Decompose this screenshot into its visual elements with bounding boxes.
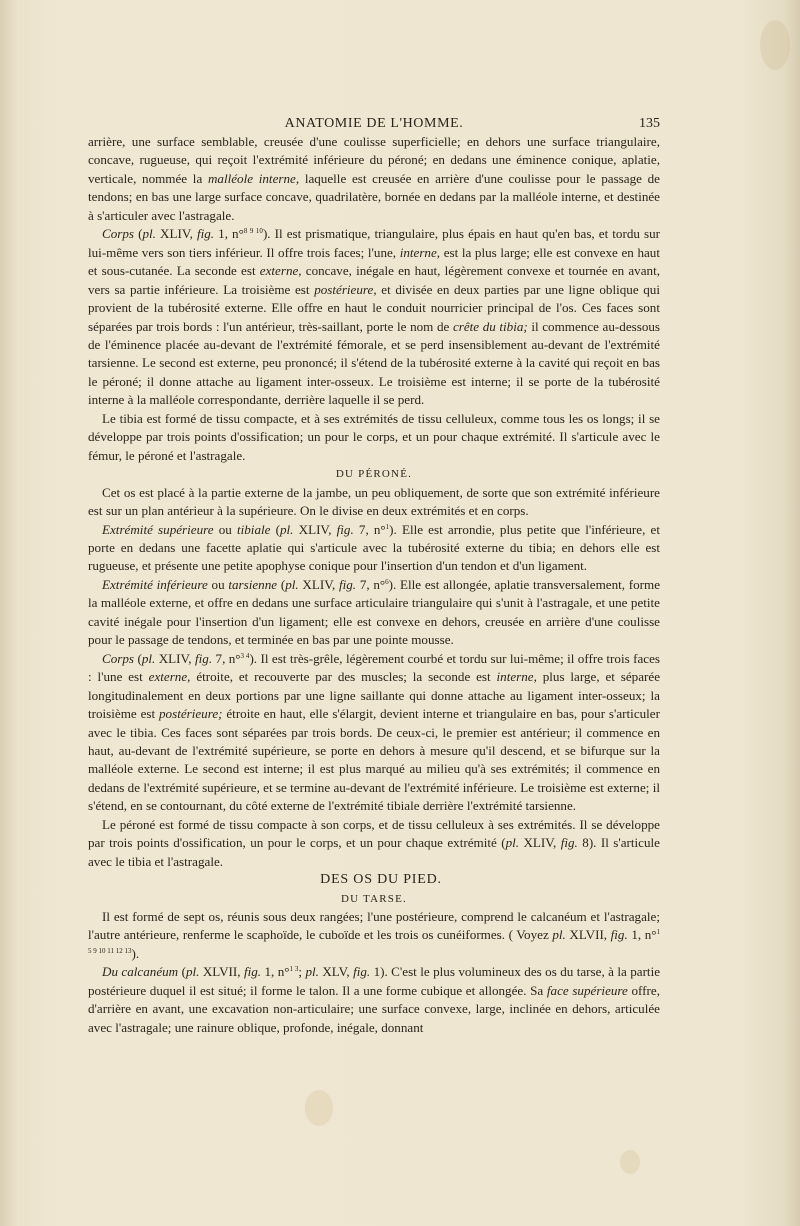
page-body (88, 133, 660, 1037)
paragraph: Extrémité inférieure ou tarsienne (pl. XLIV, fig. 7, n°$^6$). Elle est allongée, aplatie transversalement, forme la malléole externe, et offre en dedans une surface articulaire triangulaire qui s'unit à l'astragale, et une petite cavité inégale pour l'insertion d'un ligament; elle est convexe en dehors, creusée en arrière d'une coulisse pour le passage de tendons, et terminée en bas par une pointe mousse. (88, 576, 661, 648)
paragraph: Corps (pl. XLIV, fig. 7, n°$^{3 4}$). Il est très-grêle, légèrement courbé et tordu sur lui-même; il offre trois faces : l'une est externe, étroite, et recouverte par des muscles; la seconde est interne, plus large, et séparée longitudinalement en deux portions par une ligne saillante qui donne attache au ligament inter-osseux; la troisième est postérieure; étroite en haut, elle s'élargit, devient interne et triangulaire en bas, pour s'articuler avec le tibia. Ces faces sont séparées par trois bords. De ceux-ci, le premier est antérieur; il commence en haut, au-devant de l'extrémité supérieure, se porte en dehors à mesure qu'il descend, et se bifurque sur la malléole externe. Le second est interne; il est plus marqué au milieu qu'à ses extrémités; il commence en dedans de l'extrémité supérieure, et se termine au-devant de l'extrémité inférieure. Le troisième est externe; il s'étend, en se contournant, du côté externe de l'extrémité tibiale derrière l'extrémité tarsienne. (88, 650, 661, 814)
chapter-heading: DES OS DU PIED. (320, 872, 442, 888)
running-title: ANATOMIE DE L'HOMME. (284, 116, 464, 131)
paragraph: arrière, une surface semblable, creusée d'une coulisse superficielle; en dehors une surface triangulaire, concave, rugueuse, qui reçoit l'extrémité inférieure du péroné; en dedans une éminence conique, aplatie, verticale, nommée la malléole interne, laquelle est creusée en arrière d'une coulisse pour le passage de tendons; en bas une large surface concave, quadrilatère, bornée en dedans par la malléole interne, et destinée à s'articuler avec l'astragale. (88, 134, 660, 223)
page-number: 135 (639, 116, 660, 131)
paragraph: Corps (pl. XLIV, fig. 1, n°$^{8 9 10}$). Il est prismatique, triangulaire, plus épais en haut qu'en bas, et tordu sur lui-même vers son tiers inférieur. Il offre trois faces; l'une, interne, est la plus large; elle est convexe en haut et sous-cutanée. La seconde est externe, concave, inégale en haut, légèrement convexe et tournée en avant, vers sa partie inférieure. La troisième est postérieure, et divisée en deux parties par une ligne oblique qui provient de la tubérosité externe. Elle offre en haut le conduit nourricier principal de l'os. Ces faces sont séparées par trois bords : l'un antérieur, très-saillant, porte le nom de crête du tibia; il commence au-dessous de l'éminence placée au-devant de l'extrémité fémorale, et se perd insensiblement au-devant de l'extrémité tarsienne. Le second est externe, peu prononcé; il s'étend de la tubérosité externe à la cavité qui reçoit en bas le péroné; il donne attache au ligament inter-osseux. Le troisième est interne; il se porte de la tubérosité interne à la malléole correspondante, derrière laquelle il se perd. (88, 226, 661, 408)
paragraph: Extrémité supérieure ou tibiale (pl. XLIV, fig. 7, n°$^1$). Elle est arrondie, plus petite que l'inférieure, et porte en dedans une facette aplatie qui s'articule avec la tubérosité externe du tibia; en dehors elle est rugueuse, et présente une petite apophyse conique pour l'insertion d'un tendon et d'un ligament. (88, 521, 660, 574)
paragraph: Du calcanéum (pl. XLVII, fig. 1, n°$^{1 3}$; pl. XLV, fig. 1). C'est le plus volumineux des os du tarse, à la partie postérieure duquel il est situé; il forme le talon. Il a une forme cubique et allongée. Sa face supérieure offre, d'arrière en avant, une excavation non-articulaire; une surface convexe, large, inclinée en dehors, articulée avec l'astragale; une rainure oblique, profonde, inégale, donnant (88, 964, 661, 1035)
paragraph: Cet os est placé à la partie externe de la jambe, un peu obliquement, de sorte que son extrémité inférieure est sur un plan antérieur à la supérieure. On le divise en deux extrémités et en corps. (88, 484, 660, 519)
paper-stain (760, 20, 790, 70)
paper-stain (620, 1150, 640, 1174)
section-heading: DU TARSE. (341, 892, 407, 905)
paragraph: Le péroné est formé de tissu compacte à son corps, et de tissu celluleux à ses extrémités. Il se développe par trois points d'ossification, un pour le corps, et un pour chaque extrémité (pl. XLIV, fig. 8). Il s'articule avec le tibia et l'astragale. (88, 816, 660, 869)
paragraph: Le tibia est formé de tissu compacte, et à ses extrémités de tissu celluleux, comme tous les os longs; il se développe par trois points d'ossification; un pour le corps, et un pour chaque extrémité. Il s'articule avec le fémur, le péroné et l'astragale. (88, 410, 660, 463)
paper-stain (305, 1090, 333, 1126)
section-heading: DU PÉRONÉ. (335, 468, 413, 481)
paragraph: Il est formé de sept os, réunis sous deux rangées; l'une postérieure, comprend le calcanéum et l'astragale; l'autre antérieure, renferme le scaphoïde, le cuboïde et les trois os cunéiformes. ( Voyez pl. XLVII, fig. 1, n°$^{1 5 9 10 11 12 13}$). (88, 909, 660, 961)
